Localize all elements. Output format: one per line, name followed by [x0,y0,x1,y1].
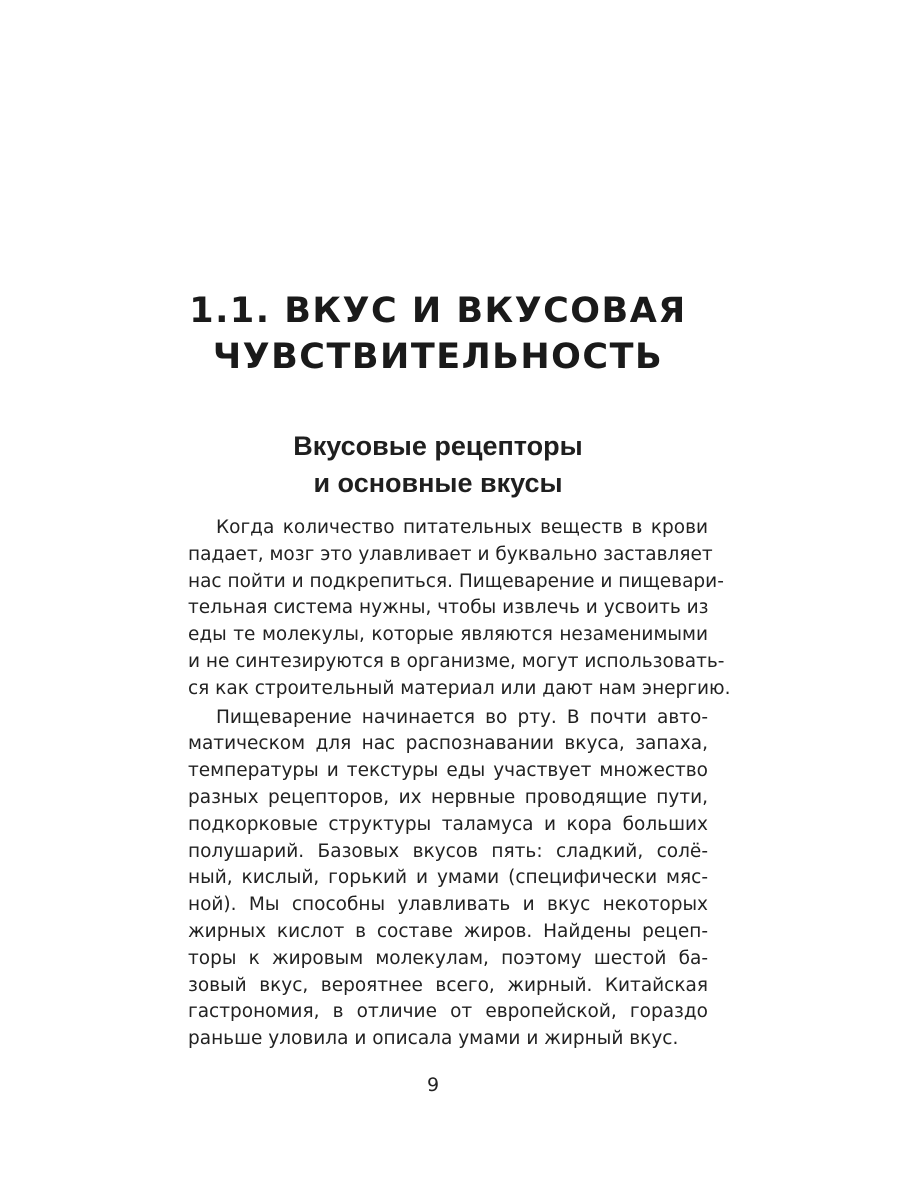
text-line: торы к жировым молекулам, поэтому шестой ба- [188,947,708,969]
text-line: Когда количество питательных веществ в крови [216,517,708,538]
text-line: матическом для нас распознавании вкуса, запаха, [188,733,708,755]
chapter-title [150,288,726,380]
text-line: температуры и текстуры еды участвует множество [188,760,708,782]
page-number: 9 [426,1074,440,1096]
text-line: полушарий. Базовых вкусов пять: сладкий, солё- [188,840,708,862]
text-line: зовый вкус, вероятнее всего, жирный. Китайская [188,974,708,996]
text-line: еды те молекулы, которые являются незаменимыми [188,624,708,646]
text-line: падает, мозг это улавливает и буквально заставляет [188,543,713,565]
paragraph [188,515,731,703]
text-line: и не синтезируются в организме, могут использовать- [188,650,725,672]
chapter-title-line: 1.1. ВКУС И ВКУСОВАЯ [189,291,687,331]
text-line: подкорковые структуры таламуса и кора больших [188,813,708,835]
text-line: раньше уловила и описала умами и жирный вкус. [188,1028,679,1050]
text-line: Пищеварение начинается во рту. В почти авто- [216,706,708,728]
paragraph [188,705,708,1053]
text-line: ся как строительный материал или дают нам энергию. [188,677,731,699]
chapter-title-line: ЧУВСТВИТЕЛЬНОСТЬ [212,337,664,377]
text-line: нас пойти и подкрепиться. Пищеварение и пищевари- [188,570,724,592]
text-line: разных рецепторов, их нервные проводящие пути, [188,786,708,808]
section-title [170,428,706,502]
text-line: гастрономия, в отличие от европейской, гораздо [188,1001,708,1023]
text-line: ной). Мы способны улавливать и вкус некоторых [188,894,708,916]
body-text [188,515,731,1053]
text-line: жирных кислот в составе жиров. Найдены рецеп- [188,920,708,942]
section-title-line: Вкусовые рецепторы [293,431,583,461]
text-line: ный, кислый, горький и умами (специфически мяс- [188,867,708,889]
text-line: тельная система нужны, чтобы извлечь и усвоить из [188,597,709,619]
section-title-line: и основные вкусы [313,468,563,498]
